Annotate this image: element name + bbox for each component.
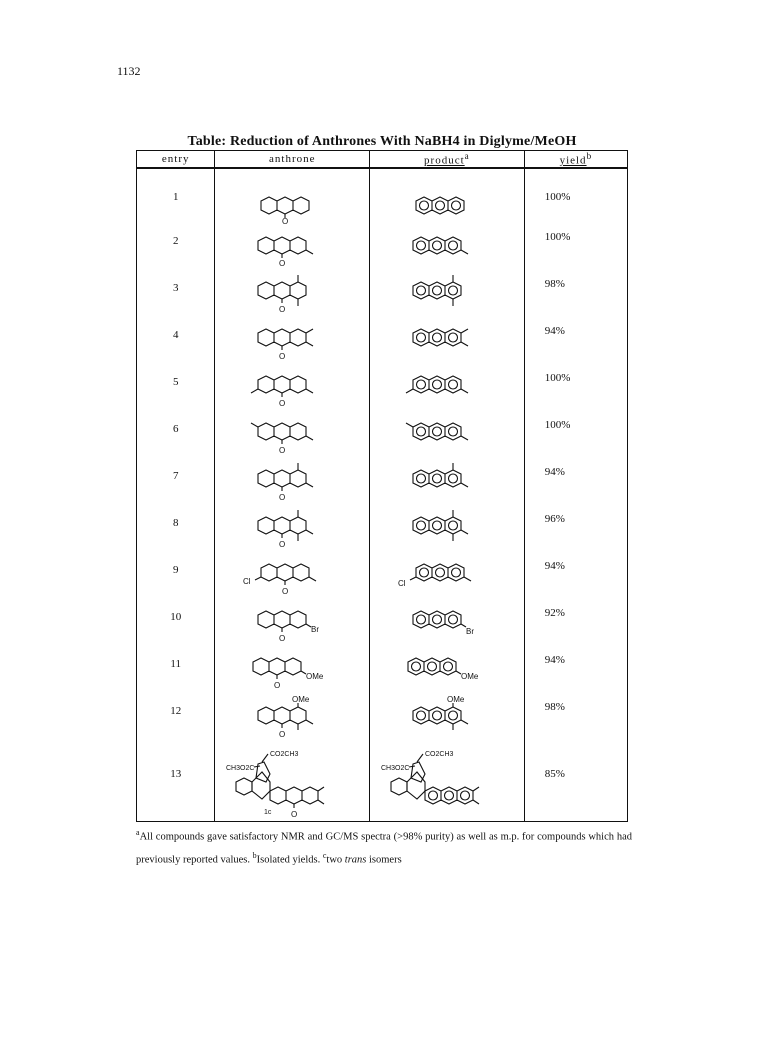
table-row <box>137 319 628 366</box>
yield-value: 100% <box>544 230 571 243</box>
yield-value: 94% <box>544 559 565 572</box>
yield-value: 85% <box>544 767 565 780</box>
table-row <box>137 225 628 272</box>
anthrone-structure <box>222 742 362 820</box>
yield-value: 94% <box>544 465 565 478</box>
table-footnote: $^a$All compounds gave satisfactory NMR and GC/MS spectra (>98% purity) as well as m.p. for compounds which had previously reported values. $^b$Isolated yields. $^c$two trans isomers <box>136 828 632 865</box>
table-row <box>137 601 628 648</box>
table-row <box>137 742 628 822</box>
svg-text:O: O <box>279 633 286 643</box>
svg-text:O: O <box>279 539 286 549</box>
anthrone-structure <box>242 319 342 363</box>
svg-text:O: O <box>282 586 289 596</box>
anthrone-structure <box>237 554 347 598</box>
anthrone-structure <box>242 272 342 316</box>
product-structure <box>397 225 497 269</box>
page-number: 1132 <box>117 64 141 78</box>
svg-text:OMe: OMe <box>460 671 479 681</box>
header-entry: entry <box>137 151 215 168</box>
anthrone-structure <box>247 191 337 225</box>
table-row <box>137 507 628 554</box>
entry-number: 1 <box>172 190 179 203</box>
entry-number: 9 <box>172 563 179 576</box>
header-anthrone: anthrone <box>215 151 370 168</box>
svg-text:Cl: Cl <box>243 576 251 586</box>
svg-text:Br: Br <box>465 626 474 636</box>
anthrone-structure <box>242 601 342 645</box>
entry-number: 11 <box>170 657 181 670</box>
svg-text:OMe: OMe <box>446 694 465 704</box>
yield-value: 100% <box>544 190 571 203</box>
product-structure <box>397 460 497 504</box>
svg-text:CH3O2C: CH3O2C <box>380 764 410 772</box>
anthrone-structure <box>242 225 342 269</box>
svg-text:O: O <box>274 680 281 690</box>
svg-text:O: O <box>279 304 286 314</box>
svg-text:CO2CH3: CO2CH3 <box>270 750 299 758</box>
svg-text:O: O <box>279 351 286 361</box>
header-product: product$^a$ <box>370 151 525 168</box>
product-structure <box>397 413 497 457</box>
svg-text:O: O <box>279 445 286 455</box>
svg-text:O: O <box>282 216 289 225</box>
yield-value: 96% <box>544 512 565 525</box>
entry-number: 6 <box>172 422 179 435</box>
table-row <box>137 648 628 695</box>
yield-value: 98% <box>544 277 565 290</box>
anthracene-structure <box>402 191 492 225</box>
anthrone-structure <box>242 507 342 551</box>
entry-number: 8 <box>172 516 179 529</box>
anthrone-structure <box>237 648 347 692</box>
anthrone-structure <box>242 413 342 457</box>
svg-text:OMe: OMe <box>306 671 324 681</box>
table-row <box>137 460 628 507</box>
svg-text:O: O <box>291 809 298 819</box>
yield-value: 100% <box>544 418 571 431</box>
product-structure <box>397 319 497 363</box>
yield-value: 98% <box>544 700 565 713</box>
svg-text:O: O <box>279 258 286 268</box>
yield-value: 100% <box>544 371 571 384</box>
entry-number: 5 <box>172 375 179 388</box>
entry-number: 13 <box>170 767 182 780</box>
svg-text:Br: Br <box>311 624 320 634</box>
table-row <box>137 695 628 742</box>
svg-text:O: O <box>279 398 286 408</box>
product-structure <box>392 648 502 692</box>
entry-number: 12 <box>170 704 182 717</box>
product-structure <box>397 366 497 410</box>
anthrone-structure <box>242 460 342 504</box>
svg-text:O: O <box>279 729 286 739</box>
table-row <box>137 366 628 413</box>
anthrone-structure <box>242 695 342 739</box>
product-structure <box>377 742 517 820</box>
product-structure <box>392 554 502 598</box>
table-row <box>137 168 628 225</box>
svg-text:OMe: OMe <box>292 694 310 704</box>
header-yield: yield$^b$ <box>524 151 627 168</box>
entry-number: 3 <box>172 281 179 294</box>
reduction-table <box>136 150 628 822</box>
entry-number: 7 <box>172 469 179 482</box>
product-structure <box>397 601 497 645</box>
table-row <box>137 272 628 319</box>
svg-text:1c: 1c <box>264 808 272 816</box>
entry-number: 4 <box>172 328 179 341</box>
product-structure <box>397 272 497 316</box>
svg-text:O: O <box>279 492 286 502</box>
entry-number: 10 <box>170 610 182 623</box>
table-row <box>137 413 628 460</box>
yield-value: 92% <box>544 606 565 619</box>
table-row <box>137 554 628 601</box>
product-structure <box>397 507 497 551</box>
product-structure <box>397 695 497 739</box>
yield-value: 94% <box>544 653 565 666</box>
anthrone-structure <box>242 366 342 410</box>
svg-text:CO2CH3: CO2CH3 <box>424 750 454 758</box>
svg-text:CH3O2C: CH3O2C <box>226 764 255 772</box>
entry-number: 2 <box>172 234 179 247</box>
table-caption: Table: Reduction of Anthrones With NaBH4 in Diglyme/MeOH <box>187 134 577 149</box>
yield-value: 94% <box>544 324 565 337</box>
svg-text:Cl: Cl <box>397 578 406 588</box>
